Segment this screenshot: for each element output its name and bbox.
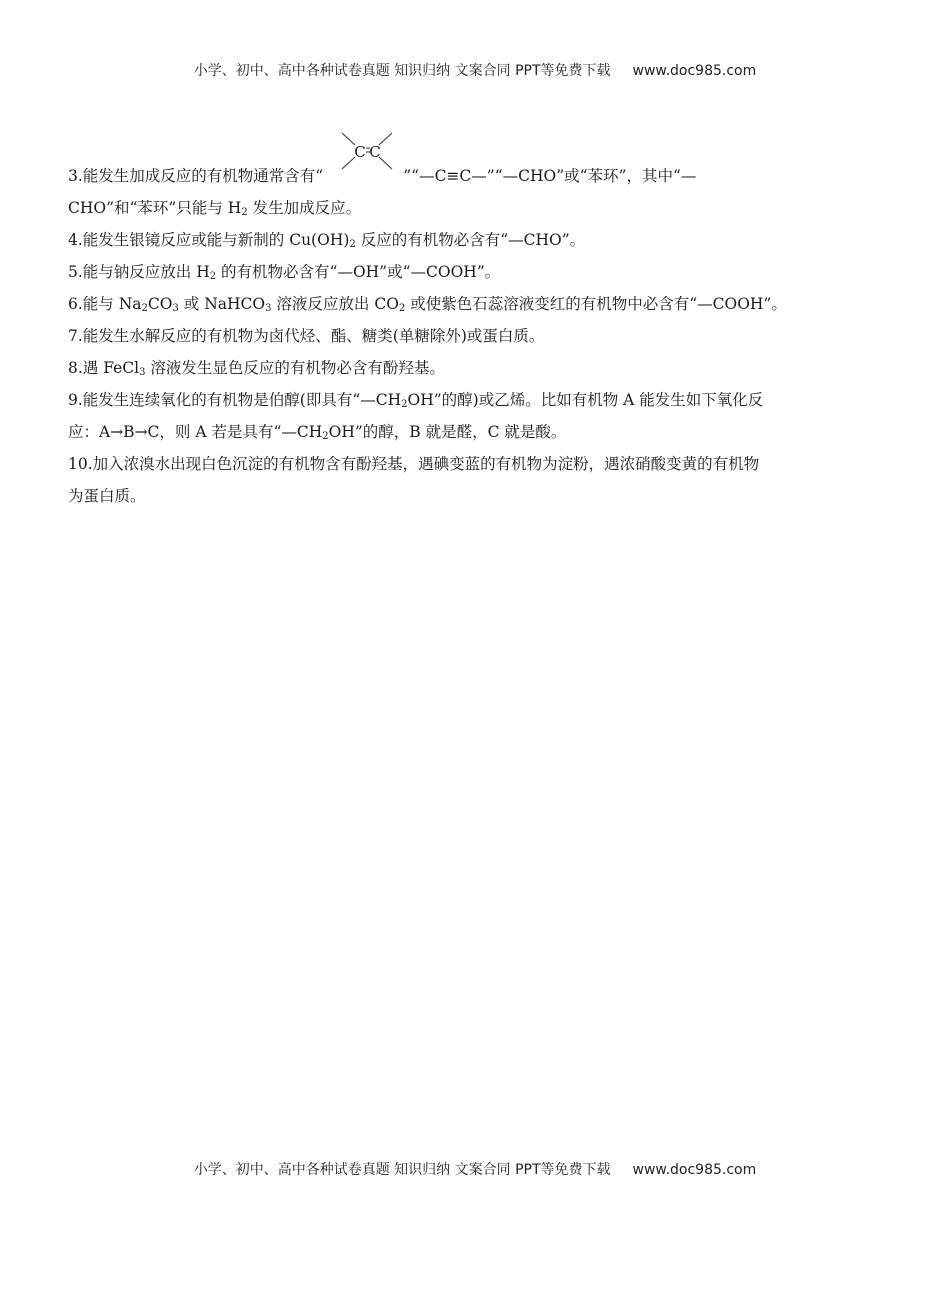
item-6-text-e: 或使紫色石蕊溶液变红的有机物中必含有“—COOH”。 [405, 295, 787, 313]
item-10-line-2 [68, 480, 888, 512]
item-9-text-b: OH”的醇)或乙烯。比如有机物 A 能发生如下氧化反 [407, 391, 764, 409]
item-3-line-1 [68, 143, 888, 192]
item-6-text-a: 6.能与 Na [68, 295, 142, 313]
item-7-text: 7.能发生水解反应的有机物为卤代烃、酯、糖类(单糖除外)或蛋白质。 [68, 327, 545, 345]
subscript: 2 [209, 271, 217, 282]
item-9-line-1 [68, 384, 888, 416]
subscript: 3 [139, 367, 146, 378]
item-3-text-d: 发生加成反应。 [247, 199, 362, 217]
item-4-text-b: 反应的有机物必含有“—CHO”。 [355, 231, 586, 249]
footer-text: 小学、初中、高中各种试卷真题 知识归纳 文案合同 PPT等免费下载 [193, 1162, 611, 1178]
subscript: 2 [398, 303, 406, 314]
document-body [68, 143, 888, 512]
subscript: 3 [265, 303, 272, 314]
item-9-text-d: OH”的醇，B 就是醛，C 就是酸。 [328, 423, 567, 441]
item-10-text-a: 10.加入浓溴水出现白色沉淀的有机物含有酚羟基，遇碘变蓝的有机物为淀粉，遇浓硝酸变黄的有机物 [68, 455, 760, 473]
item-3-text-a: 3.能发生加成反应的有机物通常含有“ [68, 167, 324, 185]
item-6 [68, 288, 888, 320]
item-9-line-2 [68, 416, 888, 448]
item-10-text-b: 为蛋白质。 [68, 487, 146, 505]
subscript: 3 [172, 303, 179, 314]
item-9-text-c: 应：A→B→C，则 A 若是具有“—CH [68, 423, 323, 441]
item-8-text-a: 8.遇 FeCl [68, 359, 140, 377]
alkene-structure [323, 143, 403, 192]
atom-c2: C [369, 143, 381, 161]
page-header [0, 60, 950, 80]
bond-lower-right [379, 157, 392, 169]
item-8-text-b: 溶液发生显色反应的有机物必含有酚羟基。 [145, 359, 445, 377]
item-6-text-b: CO [147, 295, 173, 313]
bond-lower-left [342, 157, 355, 169]
subscript: 2 [349, 239, 356, 250]
footer-site-link[interactable]: www.doc985.com [632, 1162, 757, 1178]
item-4-text-a: 4.能发生银镜反应或能与新制的 Cu(OH) [68, 231, 350, 249]
item-5 [68, 256, 888, 288]
atom-c1: C [354, 143, 366, 161]
item-3-line-2 [68, 192, 888, 224]
subscript: 2 [141, 303, 148, 314]
subscript: 2 [241, 207, 248, 218]
page-footer [0, 1159, 950, 1179]
alkene-structure-drawing [323, 128, 403, 192]
bond-upper-right [379, 133, 392, 145]
item-9-text-a: 9.能发生连续氧化的有机物是伯醇(即具有“—CH [68, 391, 402, 409]
header-text: 小学、初中、高中各种试卷真题 知识归纳 文案合同 PPT等免费下载 [193, 63, 611, 79]
subscript: 2 [322, 431, 329, 442]
item-10-line-1 [68, 448, 888, 480]
item-8 [68, 352, 888, 384]
subscript: 2 [401, 399, 408, 410]
item-6-text-d: 溶液反应放出 CO [271, 295, 399, 313]
item-4 [68, 224, 888, 256]
item-6-text-c: 或 NaHCO [178, 295, 266, 313]
item-3-text-c: CHO”和“苯环”只能与 H [68, 199, 242, 217]
item-3-text-b: ”“—C≡C—”“—CHO”或“苯环”，其中“— [403, 167, 697, 185]
header-site-link[interactable]: www.doc985.com [632, 63, 757, 79]
item-5-text-a: 5.能与钠反应放出 H [68, 263, 210, 281]
item-7 [68, 320, 888, 352]
bond-upper-left [342, 133, 355, 145]
item-5-text-b: 的有机物必含有“—OH”或“—COOH”。 [216, 263, 501, 281]
